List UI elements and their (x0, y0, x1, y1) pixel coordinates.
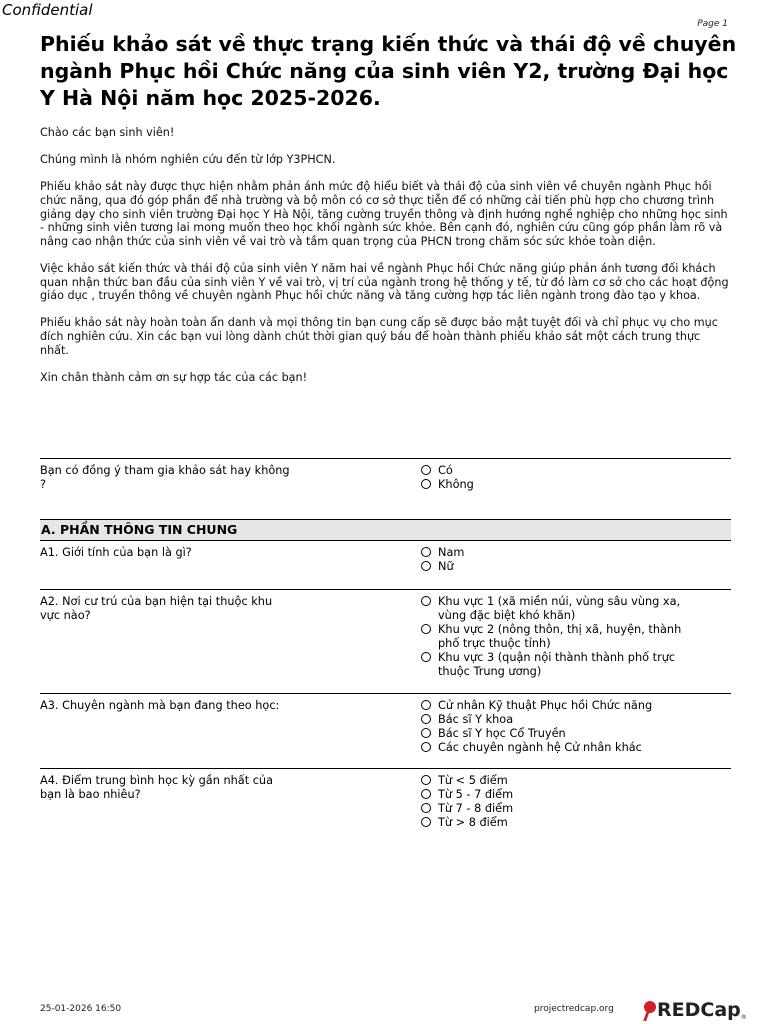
option-label: Cử nhân Kỹ thuật Phục hồi Chức năng (438, 699, 653, 712)
intro-paragraph: Chúng mình là nhóm nghiên cứu đến từ lớp Y3PHCN. (40, 153, 336, 167)
option-label: Có (438, 464, 453, 477)
option-label: Không (438, 478, 474, 491)
intro-paragraph: Chào các bạn sinh viên! (40, 126, 175, 139)
radio-icon[interactable] (421, 652, 431, 662)
footer-date: 25-01-2026 16:50 (40, 1004, 122, 1014)
option-label: Khu vực 2 (nông thôn, thị xã, huyện, thành phố trực thuộc tỉnh) (438, 623, 682, 650)
section-header: A. PHẦN THÔNG TIN CHUNG (40, 519, 731, 541)
radio-icon[interactable] (421, 561, 431, 571)
option-label: Bác sĩ Y học Cổ Truyền (438, 727, 566, 740)
option-item[interactable] (421, 802, 721, 816)
option-label: Khu vực 3 (quận nội thành thành phố trực thuộc Trung ương) (438, 651, 676, 678)
footer-url: projectredcap.org (534, 1004, 614, 1014)
option-label: Các chuyên ngành hệ Cử nhân khác (438, 741, 642, 754)
option-item[interactable] (421, 727, 721, 741)
option-label: Từ 7 - 8 điểm (438, 802, 514, 815)
question-a4-options (421, 774, 721, 830)
radio-icon[interactable] (421, 624, 431, 634)
page-number: Page 1 (697, 19, 728, 29)
question-a3-row (40, 693, 731, 769)
radio-icon[interactable] (421, 803, 431, 813)
intro-paragraph: Phiếu khảo sát này được thực hiện nhằm phản ánh mức độ hiểu biết và thái độ của sinh viên về chuyên ngành Phục hồi chức năng, qua đó góp phần để nhà trường và bộ môn có cơ sở thực tiễn để có những cải tiến phù hợp cho chương trình giảng dạy cho sinh viên trường Đại học Y Hà Nội, tăng cường truyền thông và định hướng nghề nghiệp cho những học sinh - những sinh viên tương lai mong muốn theo học khối ngành sức khỏe. Bên cạnh đó, nghiên cứu cũng góp phần làm rõ và nâng cao nhận thức của sinh viên về vai trò và tầm quan trọng của PHCN trong chăm sóc sức khỏe toàn diện. (40, 180, 728, 248)
option-item[interactable] (421, 546, 721, 560)
radio-icon[interactable] (421, 817, 431, 827)
option-label: Từ 5 - 7 điểm (438, 788, 514, 801)
option-item[interactable] (421, 741, 721, 755)
option-item[interactable] (421, 623, 691, 651)
option-label: Khu vực 1 (xã miền núi, vùng sâu vùng xa, vùng đặc biệt khó khăn) (438, 595, 681, 622)
question-a2-options (421, 595, 691, 679)
question-a3-options (421, 699, 721, 755)
option-label: Từ > 8 điểm (438, 816, 508, 829)
consent-question-row (40, 458, 731, 521)
option-label: Nam (438, 546, 465, 559)
consent-options (421, 464, 721, 492)
radio-icon[interactable] (421, 479, 431, 489)
redcap-logo-text: REDCap (657, 999, 741, 1021)
question-a2-row (40, 589, 731, 694)
radio-icon[interactable] (421, 547, 431, 557)
question-a1-options (421, 546, 721, 574)
redcap-registered-mark: ® (740, 1014, 747, 1021)
intro-text (40, 126, 730, 398)
option-item[interactable] (421, 788, 721, 802)
radio-icon[interactable] (421, 714, 431, 724)
question-a2-text: A2. Nơi cư trú của bạn hiện tại thuộc khu vực nào? (40, 595, 273, 622)
confidential-label: Confidential (2, 1, 93, 19)
redcap-logo (643, 995, 747, 1021)
option-item[interactable] (421, 651, 691, 679)
option-label: Từ < 5 điểm (438, 774, 508, 787)
consent-option-yes[interactable] (421, 464, 721, 478)
radio-icon[interactable] (421, 465, 431, 475)
intro-paragraph: Việc khảo sát kiến thức và thái độ của sinh viên Y năm hai về ngành Phục hồi Chức năng giúp phản ánh tương đối khách quan nhận thức ban đầu của sinh viên Y về vai trò, vị trí của ngành trong hệ thống y tế, từ đó làm cơ sở cho các hoạt động giáo dục , truyền thông về chuyên ngành Phục hồi chức năng và tăng cường hợp tác liên ngành trong đào tạo y khoa. (40, 261, 729, 303)
option-item[interactable] (421, 595, 691, 623)
option-item[interactable] (421, 713, 721, 727)
question-a3-text: A3. Chuyên ngành mà bạn đang theo học: (40, 699, 280, 712)
redcap-logo-icon (643, 999, 657, 1021)
radio-icon[interactable] (421, 728, 431, 738)
option-item[interactable] (421, 560, 721, 574)
radio-icon[interactable] (421, 742, 431, 752)
question-a1-text: A1. Giới tính của bạn là gì? (40, 546, 192, 559)
radio-icon[interactable] (421, 700, 431, 710)
consent-question-text: Bạn có đồng ý tham gia khảo sát hay không ? (40, 464, 290, 491)
intro-paragraph: Phiếu khảo sát này hoàn toàn ẩn danh và mọi thông tin bạn cung cấp sẽ được bảo mật tuyệt đối và chỉ phục vụ cho mục đích nghiên cứu. Xin các bạn vui lòng dành chút thời gian quý báu để hoàn thành phiếu khảo sát một cách trung thực nhất. (40, 316, 718, 357)
survey-title: Phiếu khảo sát về thực trạng kiến thức và thái độ về chuyên ngành Phục hồi Chức năng của sinh viên Y2, trường Đại học Y Hà Nội năm học 2025-2026. (40, 32, 737, 110)
consent-option-no[interactable] (421, 478, 721, 492)
option-label: Bác sĩ Y khoa (438, 713, 514, 726)
question-a4-row (40, 768, 731, 839)
question-a4-text: A4. Điểm trung bình học kỳ gần nhất của bạn là bao nhiêu? (40, 774, 274, 801)
radio-icon[interactable] (421, 789, 431, 799)
radio-icon[interactable] (421, 775, 431, 785)
intro-paragraph: Xin chân thành cảm ơn sự hợp tác của các bạn! (40, 370, 308, 384)
option-item[interactable] (421, 774, 721, 788)
radio-icon[interactable] (421, 596, 431, 606)
option-label: Nữ (438, 560, 454, 573)
option-item[interactable] (421, 699, 721, 713)
question-a1-row (40, 541, 731, 589)
option-item[interactable] (421, 816, 721, 830)
